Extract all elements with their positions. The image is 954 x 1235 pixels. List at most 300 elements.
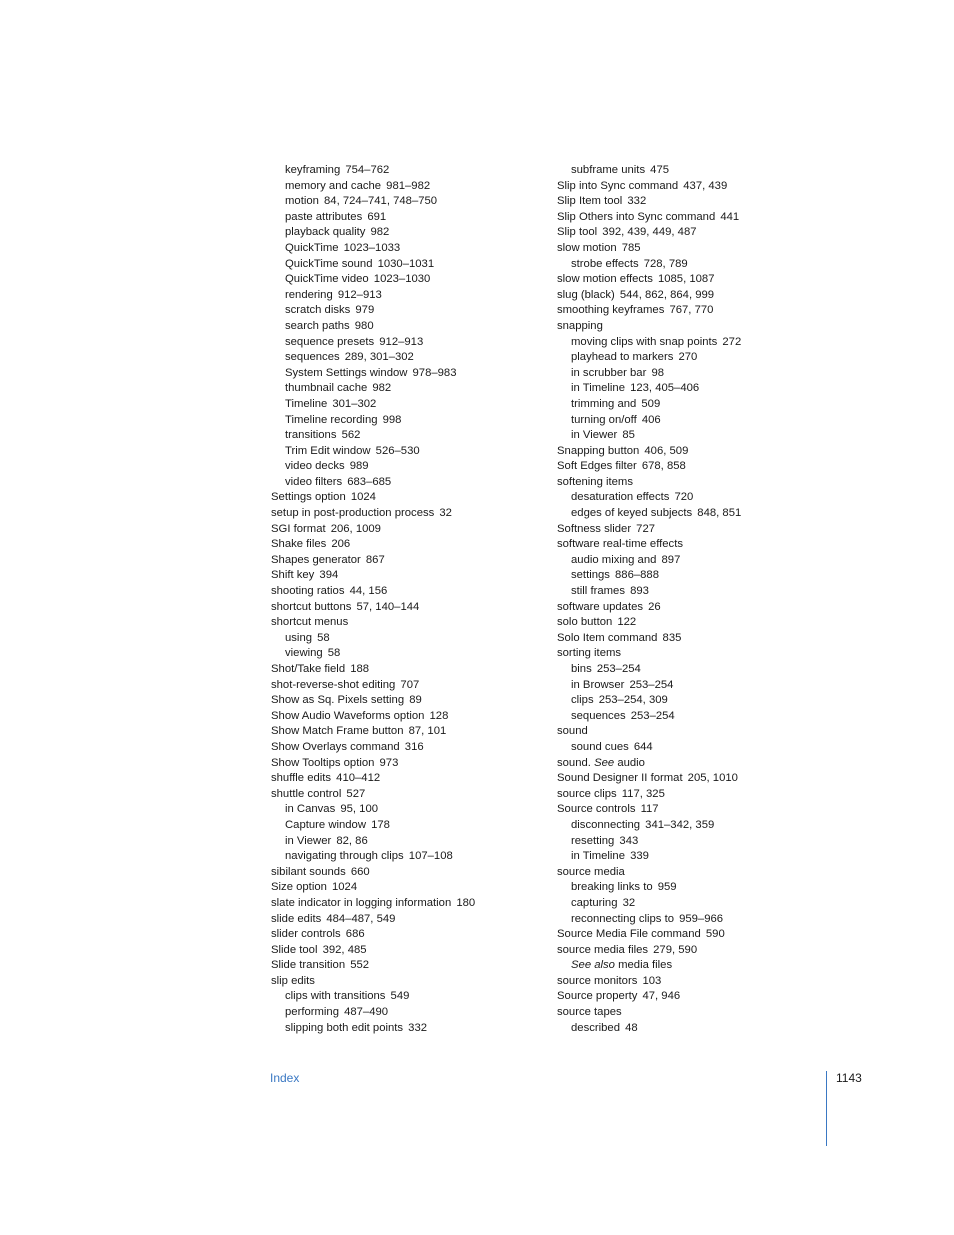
index-term: slider controls: [271, 928, 341, 941]
index-subentry: [557, 740, 827, 756]
index-entry: [557, 787, 827, 803]
page-references: 590: [705, 928, 725, 941]
index-term: disconnecting: [571, 818, 641, 831]
index-term: Show Audio Waveforms option: [271, 709, 425, 722]
page-references: 678, 858: [641, 460, 686, 473]
index-term: in Canvas: [285, 803, 336, 816]
page-references: 848, 851: [697, 507, 742, 520]
page-references: 84, 724–741, 748–750: [324, 195, 438, 208]
cross-reference-target: media files: [618, 959, 673, 972]
index-term: search paths: [285, 319, 350, 332]
index-term: clips with transitions: [285, 990, 386, 1003]
index-subentry: [557, 693, 827, 709]
index-entry: [557, 241, 827, 257]
index-term: trimming and: [571, 397, 637, 410]
page-references: 886–888: [615, 569, 659, 582]
page-references: 437, 439: [683, 179, 728, 192]
index-entry: [271, 709, 541, 725]
page-references: 128: [429, 709, 449, 722]
index-subentry: [557, 506, 827, 522]
index-term: performing: [285, 1006, 339, 1019]
page-references: 180: [456, 896, 476, 909]
footer-divider: [826, 1071, 827, 1146]
index-term: shot-reverse-shot editing: [271, 678, 396, 691]
index-entry: [271, 662, 541, 678]
index-subentry: [271, 818, 541, 834]
index-term: playhead to markers: [571, 351, 674, 364]
index-entry: [271, 615, 541, 631]
index-subentry: [557, 662, 827, 678]
index-term: QuickTime sound: [285, 257, 373, 270]
index-term: slow motion: [557, 241, 617, 254]
index-term: source clips: [557, 787, 617, 800]
index-entry: [557, 771, 827, 787]
index-subentry: [557, 818, 827, 834]
index-entry: [271, 678, 541, 694]
index-subentry: [557, 709, 827, 725]
page-references: 332: [627, 195, 647, 208]
index-term: Show Overlays command: [271, 740, 400, 753]
index-term: Timeline: [285, 397, 328, 410]
index-term: Timeline recording: [285, 413, 378, 426]
index-entry: [271, 568, 541, 584]
index-subentry: [271, 288, 541, 304]
index-subentry: [271, 397, 541, 413]
index-term: reconnecting clips to: [571, 912, 674, 925]
index-term: in Viewer: [571, 429, 618, 442]
index-term: breaking links to: [571, 881, 653, 894]
index-subentry: [271, 350, 541, 366]
page-references: 122: [617, 616, 637, 629]
footer-section-label: Index: [270, 1071, 300, 1085]
index-entry: [557, 225, 827, 241]
index-subentry: [557, 568, 827, 584]
index-term: audio mixing and: [571, 553, 657, 566]
cross-reference-target: audio: [617, 756, 645, 769]
index-entry: [557, 272, 827, 288]
page-references: 1023–1033: [343, 241, 401, 254]
index-subentry: [557, 350, 827, 366]
index-entry: [271, 771, 541, 787]
index-term: rendering: [285, 288, 333, 301]
index-entry: [557, 802, 827, 818]
page-references: 1024: [331, 881, 358, 894]
page-references: 487–490: [344, 1006, 389, 1019]
page-number: 1143: [836, 1071, 862, 1085]
page-references: 785: [621, 241, 641, 254]
index-subentry: [557, 678, 827, 694]
page-references: 1024: [350, 491, 376, 504]
page-references: 1023–1030: [373, 273, 431, 286]
index-term: Soft Edges filter: [557, 460, 637, 473]
index-term: Slide transition: [271, 959, 346, 972]
index-term: Shapes generator: [271, 553, 361, 566]
index-subentry: [271, 241, 541, 257]
page-references: 279, 590: [653, 943, 698, 956]
page-references: 767, 770: [669, 304, 714, 317]
index-term: sound.: [557, 756, 591, 769]
page-references: 406, 509: [644, 444, 689, 457]
index-subentry: [557, 163, 827, 179]
index-entry: [557, 646, 827, 662]
index-subentry: [271, 272, 541, 288]
index-term: Shake files: [271, 538, 327, 551]
cross-reference-keyword: See also: [571, 959, 615, 972]
page-references: 981–982: [386, 179, 431, 192]
index-entry: [557, 756, 827, 772]
page-references: 727: [636, 522, 656, 535]
page-references: 343: [619, 834, 639, 847]
index-entry: [557, 319, 827, 335]
index-term: in Browser: [571, 678, 625, 691]
index-term: QuickTime: [285, 241, 339, 254]
index-entry: [557, 288, 827, 304]
page-references: 707: [400, 678, 420, 691]
page-references: 272: [722, 335, 742, 348]
index-entry: [557, 1005, 827, 1021]
index-term: in scrubber bar: [571, 366, 647, 379]
index-entry: [557, 615, 827, 631]
index-subentry: [557, 428, 827, 444]
page-references: 107–108: [408, 850, 453, 863]
page-references: 835: [662, 631, 682, 644]
index-entry: [557, 303, 827, 319]
index-term: shuffle edits: [271, 772, 332, 785]
index-term: scratch disks: [285, 304, 351, 317]
index-term: shortcut buttons: [271, 600, 352, 613]
index-subentry: [271, 631, 541, 647]
page-references: 316: [404, 740, 424, 753]
index-term: Source Media File command: [557, 928, 701, 941]
index-entry: [557, 724, 827, 740]
index-entry: [271, 522, 541, 538]
index-entry: [557, 179, 827, 195]
page-references: 301–302: [332, 397, 377, 410]
index-entry: [271, 958, 541, 974]
index-term: Show as Sq. Pixels setting: [271, 694, 405, 707]
index-term: source media files: [557, 943, 649, 956]
page-references: 47, 946: [642, 990, 681, 1003]
index-subentry: [271, 802, 541, 818]
index-term: Source property: [557, 990, 638, 1003]
page-references: 691: [367, 210, 387, 223]
index-subentry: [271, 1021, 541, 1037]
index-entry: [271, 927, 541, 943]
index-subentry: [557, 397, 827, 413]
page-references: 332: [408, 1021, 428, 1034]
index-term: softening items: [557, 475, 633, 488]
index-term: Slip Others into Sync command: [557, 210, 716, 223]
index-entry: [271, 974, 541, 990]
index-subentry: [557, 366, 827, 382]
index-term: subframe units: [571, 164, 646, 176]
index-column-right: [557, 163, 827, 1036]
index-term: Sound Designer II format: [557, 772, 683, 785]
index-entry: [271, 865, 541, 881]
page-references: 897: [661, 553, 681, 566]
index-term: Snapping button: [557, 444, 640, 457]
page-references: 989: [349, 460, 369, 473]
index-entry: [557, 475, 827, 491]
page-references: 289, 301–302: [344, 351, 414, 364]
index-entry: [557, 989, 827, 1005]
index-subentry: [271, 179, 541, 195]
page-references: 253–254: [630, 709, 675, 722]
page-references: 644: [633, 740, 653, 753]
page-references: 973: [379, 756, 399, 769]
index-subentry: [271, 319, 541, 335]
index-term: shooting ratios: [271, 585, 345, 598]
index-term: slate indicator in logging information: [271, 896, 452, 909]
index-entry: [557, 522, 827, 538]
index-entry: [557, 927, 827, 943]
index-term: settings: [571, 569, 610, 582]
page-references: 475: [650, 164, 670, 176]
index-entry: [271, 756, 541, 772]
page-references: 98: [651, 366, 665, 379]
index-term: in Timeline: [571, 850, 625, 863]
page-references: 117: [640, 803, 659, 816]
index-term: still frames: [571, 585, 625, 598]
page-references: 85: [622, 429, 635, 442]
index-entry: [271, 943, 541, 959]
index-term: playback quality: [285, 226, 366, 239]
index-subentry: [271, 413, 541, 429]
page-references: 392, 485: [322, 943, 367, 956]
index-term: slip edits: [271, 974, 315, 987]
page-references: 103: [642, 974, 662, 987]
index-term: Size option: [271, 881, 327, 894]
index-subentry: [271, 194, 541, 210]
index-term: strobe effects: [571, 257, 639, 270]
index-term: video filters: [285, 475, 343, 488]
index-term: QuickTime video: [285, 273, 369, 286]
index-term: Shift key: [271, 569, 315, 582]
page-references: 89: [409, 694, 422, 707]
index-subentry: [557, 490, 827, 506]
index-subentry: [557, 912, 827, 928]
index-subentry: [271, 381, 541, 397]
index-term: sorting items: [557, 647, 622, 660]
page-references: 660: [350, 865, 370, 878]
page-references: 979: [355, 304, 375, 317]
index-entry: [557, 974, 827, 990]
page-references: 978–983: [412, 366, 457, 379]
index-entry: [557, 444, 827, 460]
index-subentry: [557, 1021, 827, 1037]
index-term: Settings option: [271, 491, 346, 504]
index-term: desaturation effects: [571, 491, 670, 504]
index-subentry: [557, 834, 827, 850]
index-entry: [557, 943, 827, 959]
index-term: moving clips with snap points: [571, 335, 718, 348]
page-references: 82, 86: [336, 834, 368, 847]
index-entry: [557, 600, 827, 616]
page-references: 87, 101: [408, 725, 447, 738]
page-references: 527: [346, 787, 366, 800]
index-term: keyframing: [285, 164, 341, 176]
page-references: 754–762: [345, 164, 390, 176]
page-references: 484–487, 549: [326, 912, 396, 925]
index-term: sound cues: [571, 740, 629, 753]
index-term: Show Tooltips option: [271, 756, 375, 769]
page-references: 95, 100: [340, 803, 379, 816]
index-term: thumbnail cache: [285, 382, 368, 395]
page-references: 48: [625, 1021, 638, 1034]
index-term: edges of keyed subjects: [571, 507, 693, 520]
page-references: 686: [345, 928, 365, 941]
page-references: 549: [390, 990, 410, 1003]
index-subentry: [557, 958, 827, 974]
index-subentry: [271, 257, 541, 273]
page-references: 57, 140–144: [356, 600, 420, 613]
page-references: 683–685: [347, 475, 392, 488]
index-term: capturing: [571, 896, 618, 909]
index-term: Slide tool: [271, 943, 318, 956]
index-column-left: [271, 163, 541, 1036]
page-references: 123, 405–406: [630, 382, 700, 395]
page-references: 188: [350, 663, 370, 675]
page-references: 410–412: [336, 772, 381, 785]
index-subentry: [271, 834, 541, 850]
page-references: 959: [657, 881, 677, 894]
index-entry: [271, 724, 541, 740]
index-subentry: [557, 584, 827, 600]
page-references: 44, 156: [349, 585, 388, 598]
index-term: using: [285, 631, 313, 644]
index-term: paste attributes: [285, 210, 363, 223]
index-term: Capture window: [285, 818, 367, 831]
index-subentry: [557, 257, 827, 273]
index-term: Trim Edit window: [285, 444, 371, 457]
index-entry: [271, 880, 541, 896]
index-term: in Timeline: [571, 382, 625, 395]
page-references: 1030–1031: [377, 257, 435, 270]
page-references: 253–254: [629, 678, 674, 691]
index-term: setup in post-production process: [271, 507, 435, 520]
index-subentry: [271, 989, 541, 1005]
index-subentry: [271, 366, 541, 382]
index-term: described: [571, 1021, 620, 1034]
page-references: 253–254, 309: [598, 694, 668, 707]
page-references: 206: [331, 538, 351, 551]
page-references: 341–342, 359: [645, 818, 715, 831]
page-references: 339: [630, 850, 649, 863]
index-term: slow motion effects: [557, 273, 653, 286]
page-references: 728, 789: [643, 257, 688, 270]
page-references: 552: [350, 959, 370, 972]
index-subentry: [271, 303, 541, 319]
index-subentry: [557, 335, 827, 351]
index-term: sequences: [285, 351, 340, 364]
index-term: smoothing keyframes: [557, 304, 665, 317]
index-term: snapping: [557, 319, 603, 332]
index-term: clips: [571, 694, 594, 707]
index-entry: [271, 740, 541, 756]
index-entry: [557, 194, 827, 210]
page-references: 982: [372, 382, 392, 395]
index-term: video decks: [285, 460, 345, 473]
index-entry: [271, 600, 541, 616]
index-entry: [271, 506, 541, 522]
page-references: 867: [365, 553, 385, 566]
index-term: shortcut menus: [271, 616, 349, 629]
index-term: bins: [571, 663, 592, 675]
index-term: Source controls: [557, 803, 636, 816]
index-subentry: [557, 413, 827, 429]
index-entry: [557, 459, 827, 475]
index-term: software updates: [557, 600, 644, 613]
cross-reference-keyword: See: [594, 756, 615, 769]
index-term: source monitors: [557, 974, 638, 987]
page-references: 893: [630, 585, 649, 598]
index-subentry: [557, 553, 827, 569]
index-term: Slip into Sync command: [557, 179, 679, 192]
index-subentry: [271, 475, 541, 491]
page-references: 562: [341, 429, 361, 442]
index-entry: [271, 912, 541, 928]
page-references: 270: [678, 351, 698, 364]
index-entry: [271, 787, 541, 803]
page-references: 526–530: [375, 444, 420, 457]
index-term: memory and cache: [285, 179, 382, 192]
page-references: 912–913: [337, 288, 382, 301]
index-subentry: [271, 225, 541, 241]
index-term: solo button: [557, 616, 613, 629]
page-references: 959–966: [679, 912, 724, 925]
index-entry: [271, 584, 541, 600]
index-subentry: [557, 896, 827, 912]
index-subentry: [271, 646, 541, 662]
index-term: slug (black): [557, 288, 615, 301]
page-references: 982: [370, 226, 390, 239]
page-references: 509: [641, 397, 661, 410]
page-references: 117, 325: [621, 787, 665, 800]
page-references: 58: [317, 631, 330, 644]
index-entry: [271, 693, 541, 709]
index-entry: [271, 896, 541, 912]
page-references: 406: [641, 413, 661, 426]
index-term: viewing: [285, 647, 323, 660]
index-subentry: [271, 210, 541, 226]
index-subentry: [271, 335, 541, 351]
index-entry: [271, 537, 541, 553]
page-references: 1085, 1087: [657, 273, 715, 286]
page-references: 544, 862, 864, 999: [619, 288, 715, 301]
index-subentry: [271, 444, 541, 460]
index-term: Softness slider: [557, 522, 632, 535]
index-subentry: [271, 163, 541, 179]
index-term: Slip Item tool: [557, 195, 623, 208]
index-term: source media: [557, 865, 625, 878]
page-references: 441: [720, 210, 740, 223]
index-subentry: [271, 1005, 541, 1021]
index-subentry: [271, 849, 541, 865]
index-term: transitions: [285, 429, 337, 442]
page-references: 32: [439, 507, 452, 520]
index-term: resetting: [571, 834, 615, 847]
page-references: 253–254: [596, 663, 641, 675]
page-references: 26: [648, 600, 661, 613]
index-subentry: [557, 849, 827, 865]
page-references: 178: [371, 818, 390, 831]
index-term: Solo Item command: [557, 631, 658, 644]
index-term: slide edits: [271, 912, 322, 925]
index-term: shuttle control: [271, 787, 342, 800]
index-term: software real-time effects: [557, 538, 683, 551]
index-subentry: [271, 428, 541, 444]
page-references: 394: [319, 569, 339, 582]
